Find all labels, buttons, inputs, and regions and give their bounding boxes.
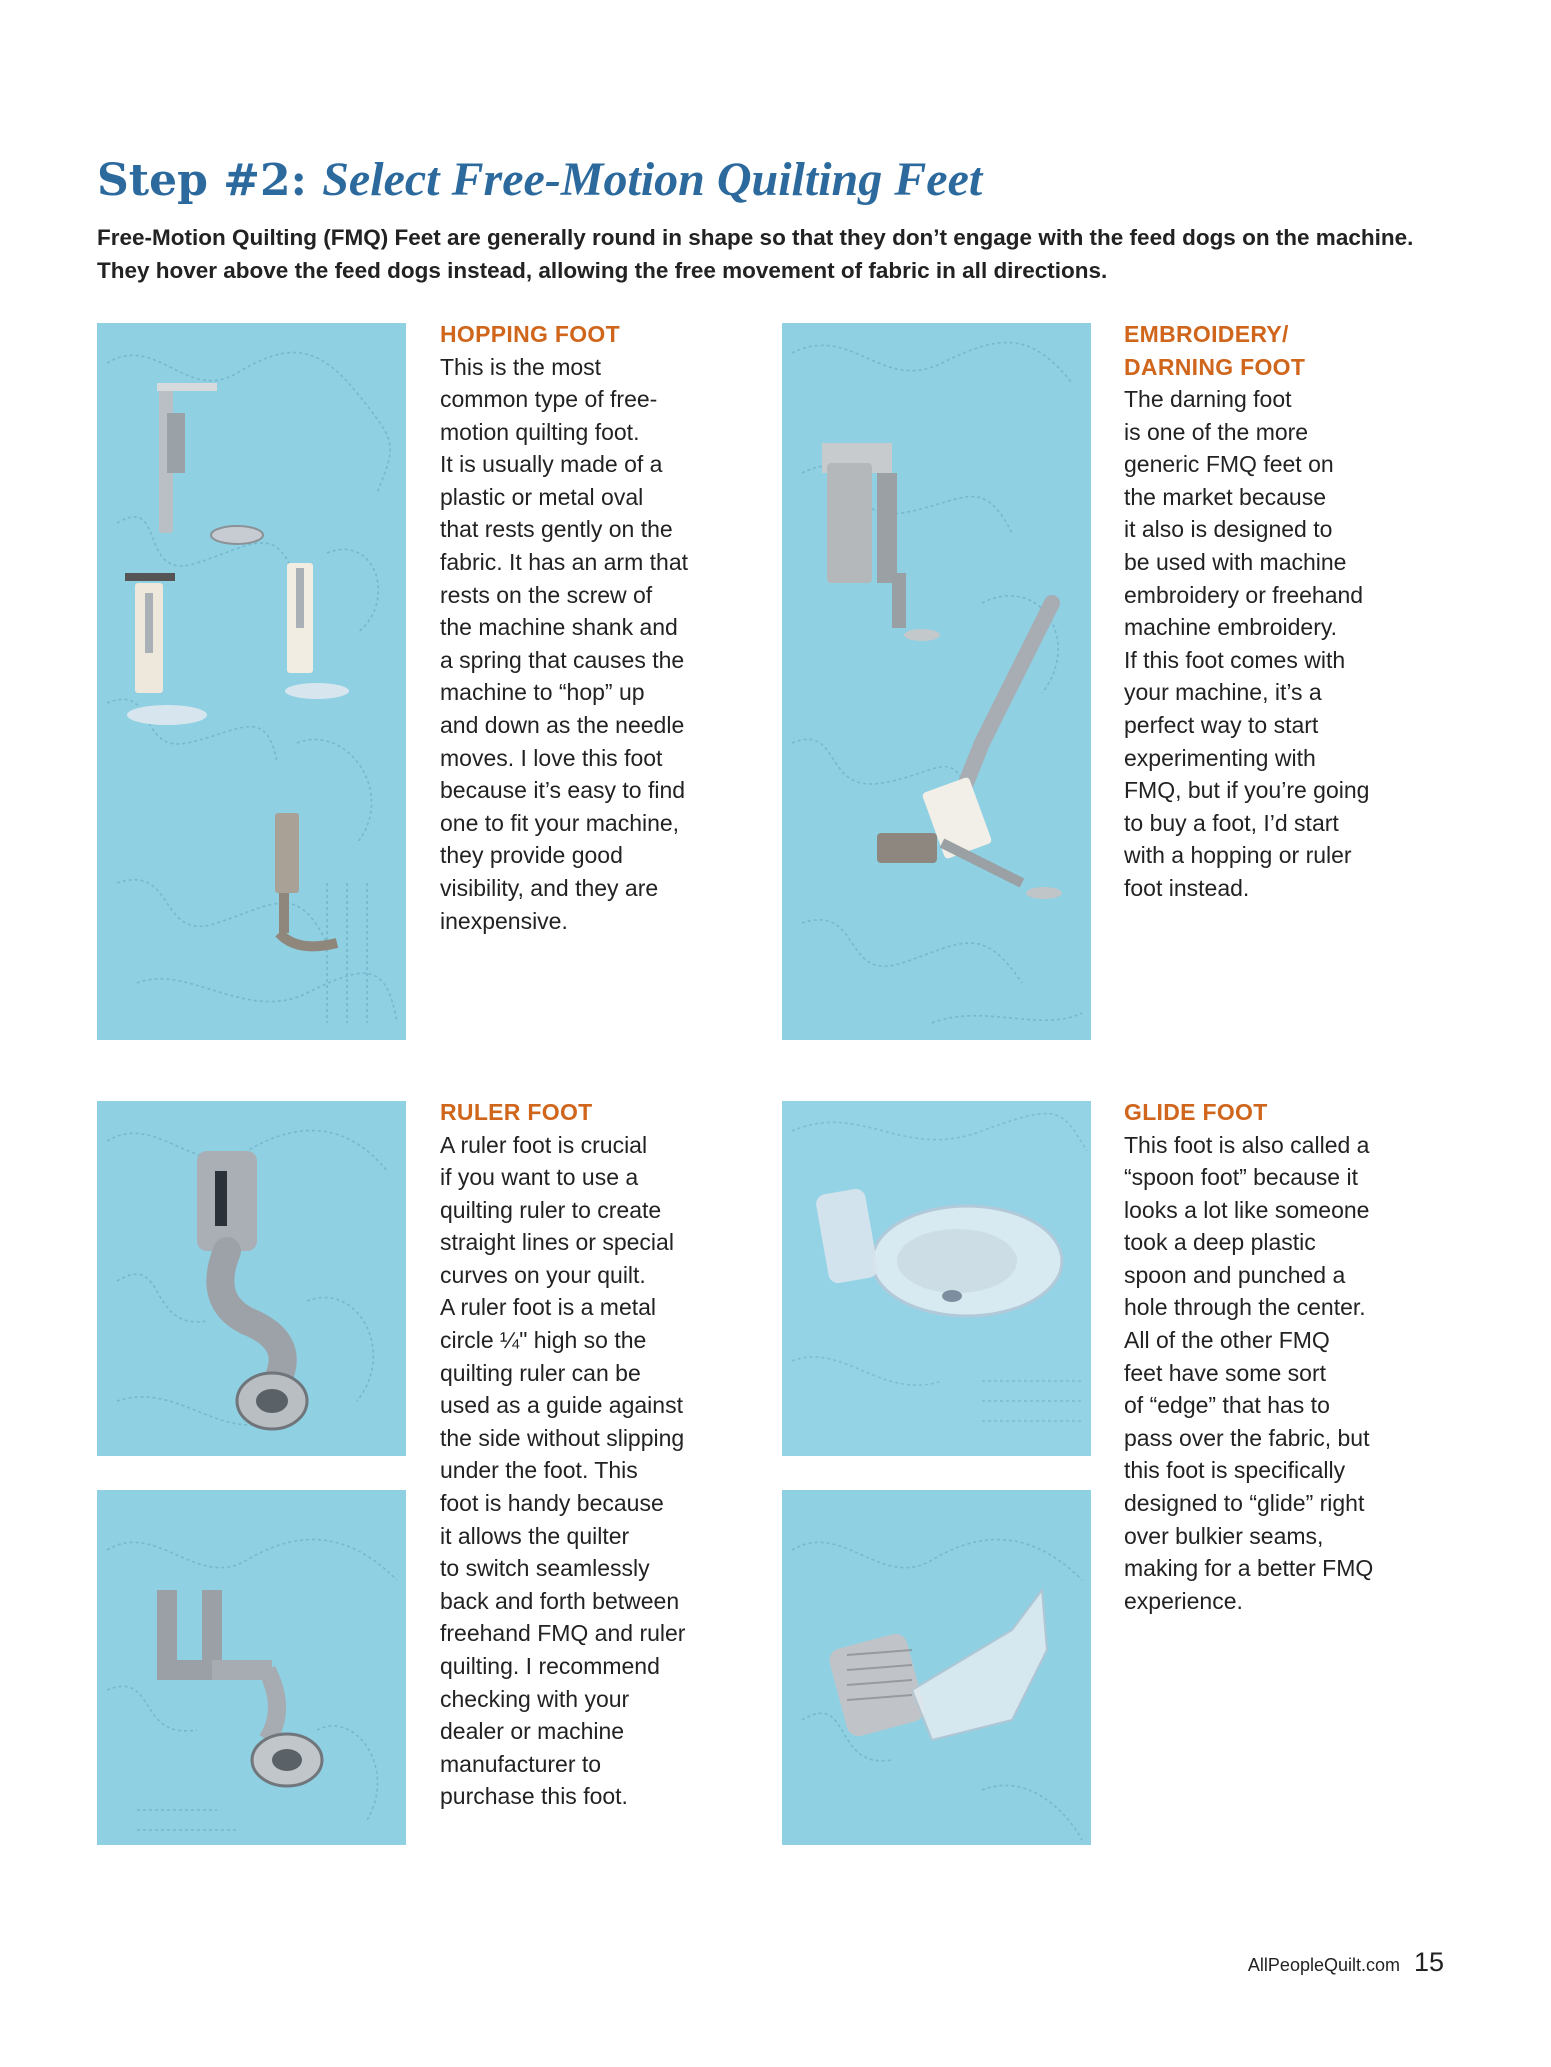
glide-foot-photo-top xyxy=(782,1101,1091,1456)
darning-foot-section xyxy=(1124,318,1424,905)
ruler-foot-photo-bottom xyxy=(97,1490,406,1845)
hopping-feet-photo xyxy=(97,323,406,1040)
darning-foot-title xyxy=(1124,318,1424,383)
ruler-foot-body: A ruler foot is crucial if you want to use a quilting ruler to create straight lines or special curves on your quilt. A ruler foot is a metal circle ¼" high so the quilting ruler can be used as a guide against the side without slipping under the foot. This foot is handy because it allows the quilter to switch seamlessly back and forth between freehand FMQ and ruler quilting. I recommend checking with your dealer or machine manufacturer to purchase this foot. xyxy=(440,1131,686,1810)
ruler-foot-photo-top xyxy=(97,1101,406,1456)
darning-foot-body: The darning foot is one of the more generic FMQ feet on the market because it also is designed to be used with machine embroidery or freehand machine embroidery. If this foot comes with your machine, it’s a perfect way to start experimenting with FMQ, but if you’re going to buy a foot, I’d start with a hopping or ruler foot instead. xyxy=(1124,386,1370,901)
hopping-foot-title: HOPPING FOOT xyxy=(440,321,620,347)
hopping-foot-body: This is the most common type of free- motion quilting foot. It is usually made of a plastic or metal oval that rests gently on the fabric. It has an arm that rests on the screw of the machine shank and a spring that causes the machine to “hop” up and down as the needle moves. I love this foot because it’s easy to find one to fit your machine, they provide good visibility, and they are inexpensive. xyxy=(440,353,689,934)
darning-foot-photo xyxy=(782,323,1091,1040)
step-heading xyxy=(97,150,982,211)
footer-website: AllPeopleQuilt.com xyxy=(1247,1955,1400,1975)
glide-foot-title: GLIDE FOOT xyxy=(1124,1099,1268,1125)
step-title: Select Free-Motion Quilting Feet xyxy=(322,153,983,206)
ruler-foot-section xyxy=(440,1096,740,1813)
glide-foot-photo-bottom xyxy=(782,1490,1091,1845)
intro-paragraph: Free-Motion Quilting (FMQ) Feet are generally round in shape so that they don’t engage with the feed dogs on the machine. They hover above the feed dogs instead, allowing the free movement of fabric in all directions. xyxy=(97,225,1414,283)
ruler-foot-title: RULER FOOT xyxy=(440,1099,593,1125)
darning-foot-title-line2: DARNING FOOT xyxy=(1124,353,1306,380)
step-label: Step #2: xyxy=(97,155,307,206)
footer-page-number: 15 xyxy=(1414,1947,1445,1977)
darning-foot-title-line1: EMBROIDERY/ xyxy=(1124,321,1289,347)
glide-foot-body: This foot is also called a “spoon foot” because it looks a lot like someone took a deep plastic spoon and punched a hole through the center. All of the other FMQ feet have some sort of “edge” that has to pass over the fabric, but this foot is specifically designed to “glide” right over bulkier seams, making for a better FMQ experience. xyxy=(1124,1131,1374,1614)
glide-foot-section xyxy=(1124,1096,1424,1617)
hopping-foot-section xyxy=(440,318,740,937)
